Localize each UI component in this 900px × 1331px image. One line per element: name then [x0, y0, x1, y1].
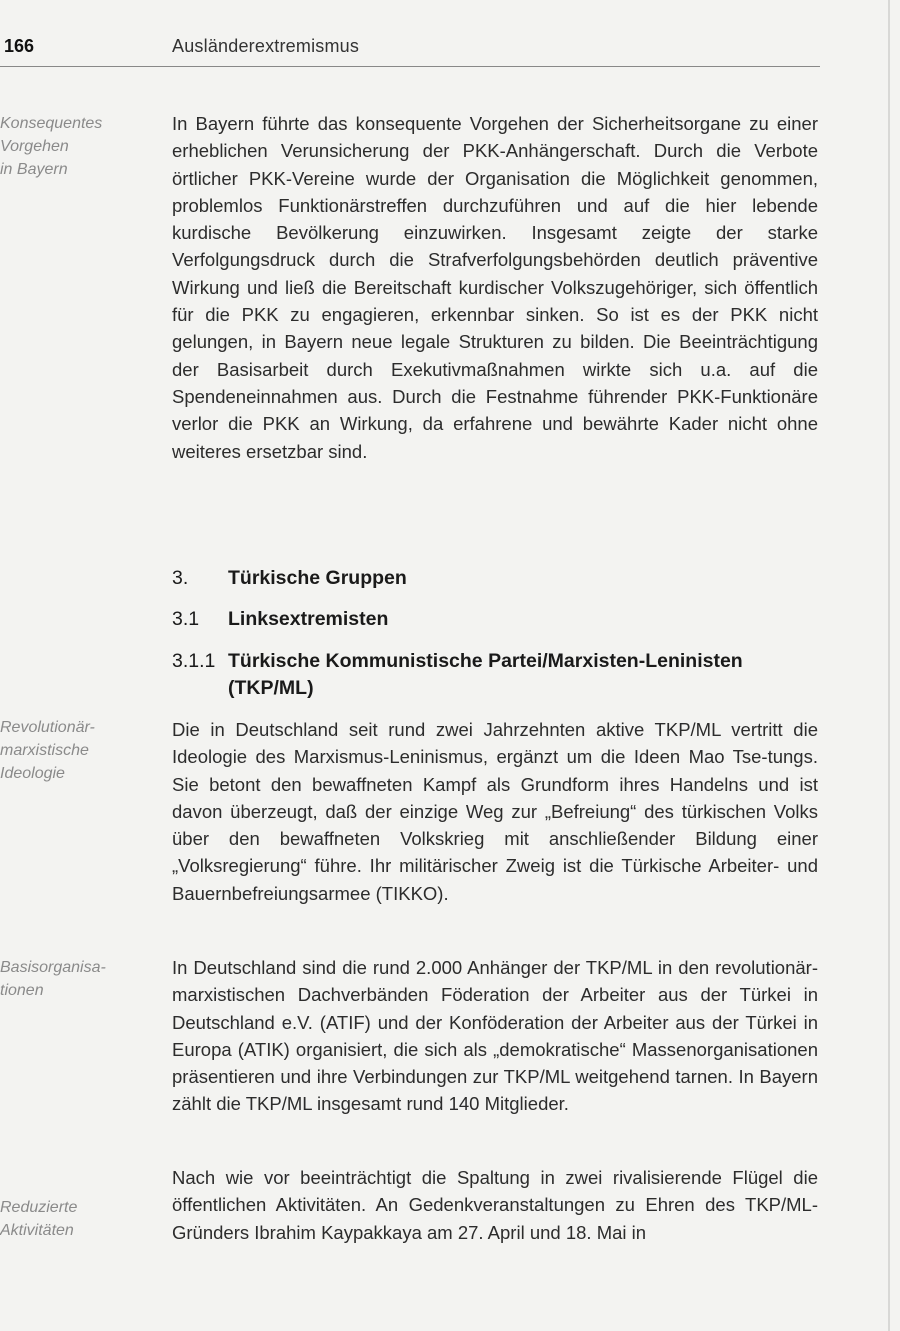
- margin-note-line: Ideologie: [0, 765, 65, 782]
- heading-tkp-ml: [172, 648, 818, 702]
- margin-note-basisorganisationen: [0, 956, 106, 1002]
- margin-note-line: Konsequentes: [0, 115, 103, 132]
- heading-number: 3.1.1: [172, 650, 216, 672]
- page-number: 166: [4, 36, 35, 56]
- margin-note-reduzierte-aktivitaeten: [0, 1196, 77, 1242]
- margin-note-line: tionen: [0, 982, 44, 999]
- paragraph-aktivitaeten: Nach wie vor beeinträchtigt die Spaltung in zwei rivalisierende Flügel die öffentlichen Aktivitäten. An Gedenkveranstaltungen zu Ehren des TKP/ML-Gründers Ibrahim Kaypakkaya am 27. April und 18. Mai in: [172, 1167, 818, 1243]
- paragraph-basisorganisationen: In Deutschland sind die rund 2.000 Anhänger der TKP/ML in den revolutionär-marxistischen Dachverbänden Föderation der Arbeiter aus der Türkei in Deutschland e.V. (ATIF) und der Konföderation der Arbeiter aus der Türkei in Europa (ATIK) organisiert, die sich als „demokratische“ Massenorganisationen präsentieren und ihre Verbindungen zur TKP/ML weitgehend tarnen. In Bayern zählt die TKP/ML insgesamt rund 140 Mitglieder.: [172, 957, 818, 1115]
- heading-text: Türkische Kommunistische Partei/Marxisten-Leninisten (TKP/ML): [228, 650, 743, 699]
- margin-note-line: marxistische: [0, 742, 89, 759]
- header-rule: [0, 66, 820, 67]
- margin-note-line: Reduzierte: [0, 1199, 78, 1216]
- paragraph-pkk-bayern: In Bayern führte das konsequente Vorgehen der Sicherheitsorgane zu einer erheblichen Verunsicherung der PKK-Anhängerschaft. Durch die Verbote örtlicher PKK-Vereine wurde der Organisation die Möglichkeit genommen, problemlos Funktionärstreffen durchzuführen und auf die hier lebende kurdische Bevölkerung einzuwirken. Insgesamt zeigte der starke Verfolgungsdruck durch die Strafverfolgungsbehörden deutlich präventive Wirkung und ließ die Bereitschaft kurdischer Volkszugehöriger, sich öffentlich für die PKK zu engagieren, erkennbar sinken. So ist es der PKK nicht gelungen, in Bayern neue legale Strukturen zu bilden. Die Beeinträchtigung der Basisarbeit durch Exekutivmaßnahmen wirkte sich u.a. auf die Spendeneinnahmen aus. Durch die Festnahme führender PKK-Funktionäre verlor die PKK an Wirkung, da erfahrene und bewährte Kader nicht ohne weiteres ersetzbar sind.: [172, 113, 818, 462]
- heading-number: 3.1: [172, 608, 200, 630]
- page-edge: [888, 0, 890, 1331]
- margin-note-ideologie: [0, 716, 95, 785]
- heading-tuerkische-gruppen: [172, 565, 407, 592]
- margin-note-line: Basisorganisa-: [0, 959, 106, 976]
- heading-text: Linksextremisten: [228, 608, 389, 630]
- paragraph-ideologie: Die in Deutschland seit rund zwei Jahrzehnten aktive TKP/ML vertritt die Ideologie des Marxismus-Leninismus, ergänzt um die Ideen Mao Tse-tungs. Sie betont den bewaffneten Kampf als Grundform ihres Handelns und ist davon überzeugt, daß der einzige Weg zur „Befreiung“ des türkischen Volks über den bewaffneten Volkskrieg mit anschließender Bildung einer „Volksregierung“ führe. Ihr militärischer Zweig ist die Türkische Arbeiter- und Bauernbefreiungsarmee (TIKKO).: [172, 719, 818, 904]
- margin-note-konsequentes-vorgehen: [0, 112, 102, 181]
- margin-note-line: in Bayern: [0, 161, 68, 178]
- margin-note-line: Vorgehen: [0, 138, 69, 155]
- running-title: Ausländerextremismus: [172, 36, 360, 56]
- heading-number: 3.: [172, 567, 189, 589]
- margin-note-line: Revolutionär-: [0, 719, 95, 736]
- margin-note-line: Aktivitäten: [0, 1222, 74, 1239]
- heading-text: Türkische Gruppen: [228, 567, 407, 589]
- heading-linksextremisten: [172, 606, 388, 633]
